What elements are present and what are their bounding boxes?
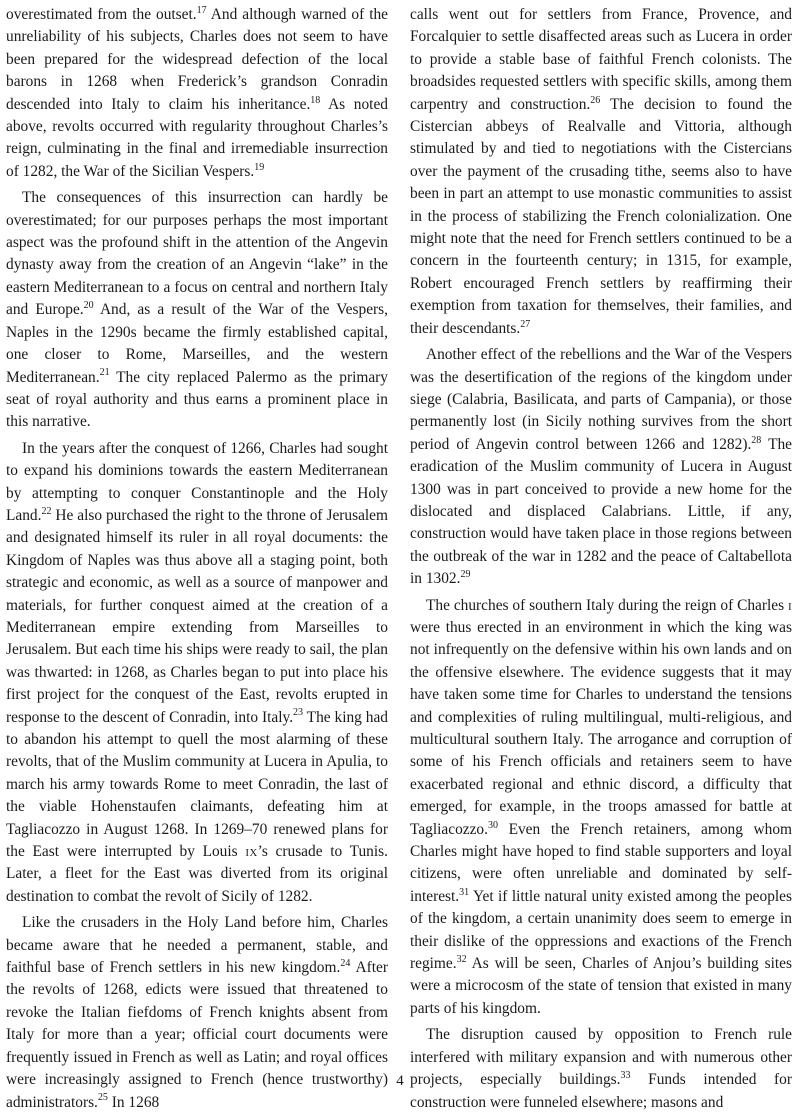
footnote-ref-17: 17 [196, 4, 207, 16]
footnote-ref-29: 29 [460, 569, 471, 581]
footnote-ref-27: 27 [520, 318, 531, 330]
footnote-ref-25: 25 [97, 1092, 108, 1104]
footnote-ref-24: 24 [340, 957, 351, 969]
paragraph-continuation: overestimated from the outset.$^{17}$ And although warned of the unreliability of his subjects, Charles does not seem to have been prepared for the widespread defection of the local barons in 1268 when Frederick’s grandson Conradin descended into Italy to claim his inheritance.$^{18}$ As noted above, revolts occurred with regularity throughout Charles’s reign, culminating in the final and irremediable insurrection of 1282, the War of the Sicilian Vespers.$^{19}$ [6, 4, 388, 180]
footnote-ref-23: 23 [293, 707, 304, 719]
right-column [410, 4, 792, 1114]
paragraph-consequences: The consequences of this insurrection can hardly be overestimated; for our purposes perhaps the most important aspect was the profound shift in the attention of the Angevin dynasty away from the creation of an Angevin “lake” in the eastern Mediterranean to a focus on central and northern Italy and Europe.$^{20}$ And, as a result of the War of the Vespers, Naples in the 1290s became the firmly established capital, one closer to Rome, Marseilles, and the western Mediterranean.$^{21}$ The city replaced Palermo as the primary seat of royal authority and thus earns a prominent place in this narrative. [6, 189, 388, 431]
footnote-ref-30: 30 [487, 819, 498, 831]
roman-numeral: ix [245, 843, 258, 861]
roman-numeral: i [788, 596, 792, 614]
footnote-ref-33: 33 [620, 1069, 631, 1081]
footnote-ref-22: 22 [41, 505, 52, 517]
left-column [6, 4, 388, 1114]
page-number: 4 [396, 1073, 404, 1089]
footnote-ref-18: 18 [310, 94, 321, 106]
footnote-ref-19: 19 [254, 161, 265, 173]
paragraph-crusaders: Like the crusaders in the Holy Land before him, Charles became aware that he needed a permanent, stable, and faithful base of French settlers in his new kingdom.$^{24}$ After the revolts of 1268, edicts were issued that threatened to revoke the Italian fiefdoms of French knights absent from Italy for more than a year; official court documents were frequently issued in French as well as Latin; and royal offices were increasingly assigned to French (hence trustworthy) administrators.$^{25}$ In 1268 [6, 914, 388, 1111]
paragraph-desertification: Another effect of the rebellions and the War of the Vespers was the desertification of the regions of the kingdom under siege (Calabria, Basilicata, and parts of Campania), or those permanently lost (in Sicily nothing survives from the short period of Angevin control between 1266 and 1282).$^{28}$ The eradication of the Muslim community of Lucera in August 1300 was in part conceived to provide a new home for the dislocated and displaced Calabrians. Little, if any, construction would have taken place in those regions between the outbreak of the war in 1282 and the peace of Caltabellota in 1302.29 [410, 346, 792, 588]
footnote-ref-32: 32 [456, 953, 467, 965]
paragraph-disruption: The disruption caused by opposition to French rule interfered with military expansion and with numerous other projects, especially buildings.$^{33}$ Funds intended for construction were funneled elsewhere; masons and [410, 1026, 792, 1111]
footnote-ref-21: 21 [99, 367, 110, 379]
footnote-ref-20: 20 [83, 300, 94, 312]
footnote-ref-28: 28 [751, 434, 762, 446]
footnote-ref-31: 31 [459, 886, 470, 898]
footnote-ref-26: 26 [590, 94, 601, 106]
paragraph-churches: The churches of southern Italy during the reign of Charles i were thus erected in an environment in which the king was not infrequently on the defensive within his own lands and on the offensive elsewhere. The evidence suggests that it may have taken some time for Charles to understand the tensions and complexities of ruling multilingual, multi-religious, and multicultural southern Italy. The arrogance and corruption of some of his French officials and retainers seem to have exacerbated regional and ethnic discord, a difficulty that emerged, for example, in the troops amassed for battle at Tagliacozzo.$^{30}$ Even the French retainers, among whom Charles might have hoped to find stable supporters and loyal citizens, were often unreliable and dominated by self-interest.$^{31}$ Yet if little natural unity existed among the peoples of the kingdom, a certain unanimity does seem to emerge in their dislike of the oppressions and exactions of the French regime.$^{32}$ As will be seen, Charles of Anjou’s building sites were a microcosm of the state of tension that existed in many parts of his kingdom. [410, 596, 792, 1017]
paragraph-conquest: In the years after the conquest of 1266, Charles had sought to expand his dominions towards the eastern Mediterranean by attempting to conquer Constantinople and the Holy Land.$^{22}$ He also purchased the right to the throne of Jerusalem and designated himself its ruler in all royal documents: the Kingdom of Naples was thus above all a staging point, both strategic and economic, as well as a source of manpower and materials, for further conquest aimed at the creation of a Mediterranean empire extending from Marseilles to Jerusalem. But each time his ships were ready to sail, the plan was thwarted: in 1268, as Charles began to put into place his first project for the conquest of the East, revolts erupted in response to the descent of Conradin, into Italy.$^{23}$ The king had to abandon his attempt to quell the most alarming of these revolts, that of the Muslim community at Lucera in Apulia, to march his army towards Rome to meet Conradin, the last of the viable Hohenstaufen claimants, defeating him at Tagliacozzo in August 1268. In 1269–70 renewed plans for the East were interrupted by Louis ix’s crusade to Tunis. Later, a fleet for the East was diverted from its original destination to combat the revolt of Sicily of 1282. [6, 439, 388, 905]
paragraph-settlers: calls went out for settlers from France, Provence, and Forcalquier to settle disaffected areas such as Lucera in order to provide a stable base of faithful French colonists. The broadsides requested settlers with specific skills, among them carpentry and construction.$^{26}$ The decision to found the Cistercian abbeys of Realvalle and Vittoria, although stimulated by and tied to negotiations with the Cistercians over the payment of the crusading tithe, seems also to have been in part an attempt to use monastic communities to assist in the process of stabilizing the French colonialization. One might note that the need for French settlers continued to be a concern in the fourteenth century; in 1315, for example, Robert encouraged French settlers by reaffirming their exemption from taxation for themselves, their families, and their descendants.$^{27}$ [410, 6, 793, 337]
